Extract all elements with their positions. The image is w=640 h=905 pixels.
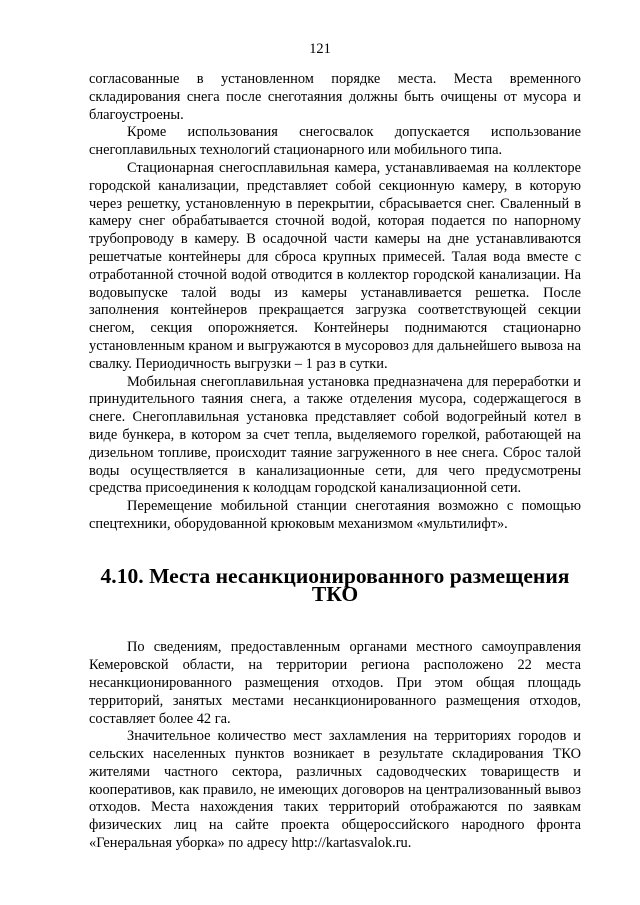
section-heading: 4.10. Места несанкционированного размещения ТКО: [100, 563, 570, 606]
paragraph-mobile-unit: Мобильная снегоплавильная установка предназначена для переработки и принудительного таяния снега, а также отделения мусора, содержащегося в снеге. Снегоплавильная установка представляет собой водогрейный котел в виде бункера, в котором за счет тепла, выделяемого горелкой, работающей на дизельном топливе, происходит таяние загруженного в нее снега. Сброс талой воды осуществляется в канализационные сети, для чего предусмотрены средства присоединения к колодцам городской канализационной сети.: [89, 373, 581, 497]
paragraph-stationary-chamber: Стационарная снегосплавильная камера, устанавливаемая на коллекторе городской канализации, представляет собой секционную камеру, в которую через решетку, установленную в перекрытии, сбрасывается снег. Сваленный в камеру снег обрабатывается сточной водой, которая подается по напорному трубопроводу в камеру. В осадочной части камеры на дне устанавливаются решетчатые контейнеры для сброса крупных примесей. Талая вода вместе с отработанной сточной водой отводится в коллектор городской канализации. На водовыпуске талой воды из камеры устанавливается решетка. После заполнения контейнеров прекращается загрузка соответствующей секции снегом, секция опорожняется. Контейнеры поднимаются стационарно установленным краном и выгружаются в мусоровоз для дальнейшего вывоза на свалку. Периодичность выгрузки – 1 раз в сутки.: [89, 159, 581, 372]
paragraph-unauthorized-sites-stats: По сведениям, предоставленным органами местного самоуправления Кемеровской области, на территории региона расположено 22 места несанкционированного размещения отходов. При этом общая площадь территорий, занятых местами несанкционированного размещения отходов, составляет более 42 га.: [89, 639, 581, 727]
document-body: [89, 71, 581, 853]
paragraph-littering-sources: Значительное количество мест захламления на территориях городов и сельских населенных пунктов возникает в результате складирования ТКО жителями частного сектора, различных садоводческих товариществ и кооперативов, как правило, не имеющих договоров на централизованный вывоз отходов. Места нахождения таких территорий отображаются по заявкам физических лиц на сайте проекта общероссийского народного фронта «Генеральная уборка» по адресу http://kartasvalok.ru.: [89, 728, 581, 852]
paragraph-snow-storage-continuation: согласованные в установленном порядке места. Места временного складирования снега после снеготаяния должны быть очищены от мусора и благоустроены.: [89, 71, 581, 123]
page-number: 121: [309, 41, 331, 57]
paragraph-mobile-station-relocation: Перемещение мобильной станции снеготаяния возможно с помощью спецтехники, оборудованной крюковым механизмом «мультилифт».: [89, 498, 581, 532]
paragraph-snow-melting-technologies: Кроме использования снегосвалок допускается использование снегоплавильных технологий стационарного или мобильного типа.: [89, 124, 581, 159]
